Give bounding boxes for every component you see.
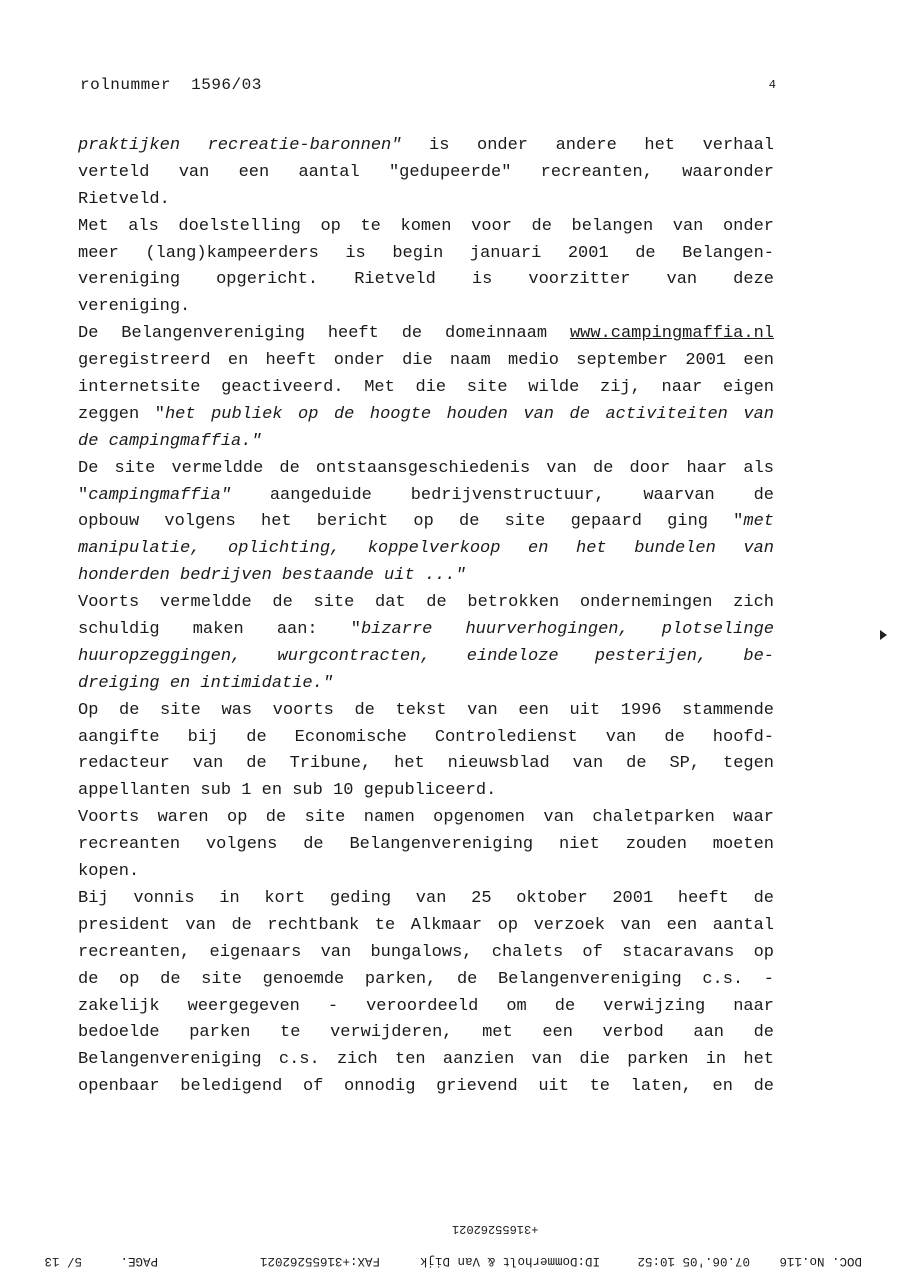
text-line bbox=[78, 483, 774, 510]
text-line bbox=[78, 751, 774, 778]
text-line bbox=[78, 294, 774, 321]
fax-doc-number: DOC. No.116 bbox=[779, 1254, 862, 1268]
url-link[interactable]: www.campingmaffia.nl bbox=[569, 324, 774, 344]
text-line bbox=[78, 348, 774, 375]
fax-datetime: 07.06.'05 10:52 bbox=[637, 1254, 750, 1268]
text-run: opbouw volgens het bericht op de site gepaard ging " bbox=[78, 512, 744, 532]
text-line bbox=[78, 671, 774, 698]
text-run: bizarre huurverhogingen, plotselinge bbox=[360, 620, 774, 640]
page-number: 4 bbox=[768, 78, 776, 92]
text-run: Op de site was voorts de tekst van een uit 1996 stammende bbox=[78, 700, 774, 720]
text-run: zakelijk weergegeven - veroordeeld om de verwijzing naar bbox=[78, 996, 774, 1016]
text-line bbox=[78, 617, 774, 644]
text-run: vereniging opgericht. Rietveld is voorzitter van deze bbox=[78, 270, 774, 290]
text-run: openbaar beledigend of onnodig grievend uit te laten, en de bbox=[78, 1077, 774, 1097]
text-run: aangifte bij de Economische Controledienst van de hoofd- bbox=[78, 727, 774, 747]
text-run: recreanten volgens de Belangenvereniging niet zouden moeten bbox=[78, 835, 774, 855]
text-run: aangeduide bedrijvenstructuur, waarvan de bbox=[231, 485, 774, 505]
text-run: meer (lang)kampeerders is begin januari 2001 de Belangen- bbox=[78, 243, 774, 263]
text-line bbox=[78, 698, 774, 725]
body-text bbox=[78, 133, 774, 1101]
text-run: internetsite geactiveerd. Met die site wilde zij, naar eigen bbox=[78, 378, 774, 398]
text-line bbox=[78, 160, 774, 187]
text-run: Voorts waren op de site namen opgenomen van chaletparken waar bbox=[78, 808, 774, 828]
text-run: verteld van een aantal "gedupeerde" recreanten, waaronder bbox=[78, 162, 774, 182]
text-run: De Belangenvereniging heeft de domeinnaam bbox=[78, 324, 570, 344]
text-run: Met als doelstelling op te komen voor de belangen van onder bbox=[78, 216, 774, 236]
text-line bbox=[78, 536, 774, 563]
text-run: geregistreerd en heeft onder die naam medio september 2001 een bbox=[78, 351, 774, 371]
text-line bbox=[78, 267, 774, 294]
text-run: zeggen " bbox=[78, 404, 165, 424]
fax-number: FAX:+31655262021 bbox=[259, 1254, 380, 1268]
text-line bbox=[78, 940, 774, 967]
text-run: dreiging en intimidatie." bbox=[78, 673, 334, 693]
text-run: schuldig maken aan: " bbox=[78, 620, 361, 640]
text-run: praktijken recreatie-baronnen" bbox=[78, 136, 402, 155]
text-line bbox=[78, 429, 774, 456]
text-run: recreanten, eigenaars van bungalows, chalets of stacaravans op bbox=[78, 942, 774, 962]
scan-marker-arrow-icon bbox=[880, 630, 887, 640]
text-run: vereniging. bbox=[78, 297, 191, 317]
text-line bbox=[78, 805, 774, 832]
roll-number: 1596/03 bbox=[191, 76, 262, 94]
text-line bbox=[78, 886, 774, 913]
text-line bbox=[78, 402, 774, 429]
text-run: de op de site genoemde parken, de Belangenvereniging c.s. - bbox=[78, 969, 774, 989]
text-run: met bbox=[743, 512, 774, 532]
page-header bbox=[80, 76, 780, 100]
fax-transmission-line bbox=[6, 1248, 862, 1268]
text-line bbox=[78, 913, 774, 940]
text-line bbox=[78, 832, 774, 859]
text-line bbox=[78, 1074, 774, 1101]
text-line bbox=[78, 214, 774, 241]
fax-number-rotated: +31655262021 bbox=[452, 1222, 539, 1236]
text-line bbox=[78, 994, 774, 1021]
text-run: de campingmaffia." bbox=[78, 431, 262, 451]
text-line bbox=[78, 1020, 774, 1047]
text-run: manipulatie, oplichting, koppelverkoop en het bundelen van bbox=[78, 539, 774, 559]
text-run: Rietveld. bbox=[78, 189, 170, 209]
text-line bbox=[78, 725, 774, 752]
text-run: Bij vonnis in kort geding van 25 oktober 2001 heeft de bbox=[78, 888, 774, 908]
text-line bbox=[78, 375, 774, 402]
text-run: appellanten sub 1 en sub 10 gepubliceerd. bbox=[78, 781, 497, 801]
text-run: De site vermeldde de ontstaansgeschiedenis van de door haar als bbox=[78, 458, 774, 478]
fax-pages-value: 5/ 13 bbox=[44, 1254, 82, 1268]
text-line bbox=[78, 187, 774, 214]
text-run: Belangenvereniging c.s. zich ten aanzien van die parken in het bbox=[78, 1050, 774, 1070]
text-line bbox=[78, 456, 774, 483]
text-line bbox=[78, 644, 774, 671]
text-run: president van de rechtbank te Alkmaar op verzoek van een aantal bbox=[78, 915, 774, 935]
text-line bbox=[78, 859, 774, 886]
text-line bbox=[78, 590, 774, 617]
text-run: redacteur van de Tribune, het nieuwsblad van de SP, tegen bbox=[78, 754, 774, 774]
text-run: het publiek op de hoogte houden van de activiteiten van bbox=[164, 404, 774, 424]
text-line bbox=[78, 967, 774, 994]
text-run: huuropzeggingen, wurgcontracten, eindeloze pesterijen, be- bbox=[78, 646, 774, 666]
text-run: bedoelde parken te verwijderen, met een verbod aan de bbox=[78, 1023, 774, 1043]
text-run: campingmaffia" bbox=[88, 485, 232, 505]
text-line bbox=[78, 133, 774, 160]
text-run: is onder andere het verhaal bbox=[401, 136, 774, 155]
text-run: honderden bedrijven bestaande uit ..." bbox=[78, 566, 466, 586]
text-line bbox=[78, 241, 774, 268]
text-run: " bbox=[78, 485, 89, 505]
roll-number-line bbox=[80, 76, 262, 94]
text-run: kopen. bbox=[78, 862, 140, 882]
roll-label: rolnummer bbox=[80, 76, 171, 94]
text-line bbox=[78, 321, 774, 348]
fax-pages-label: PAGE. bbox=[120, 1254, 158, 1268]
text-line bbox=[78, 1047, 774, 1074]
fax-sender-id: ID:Dommerholt & Van Dijk bbox=[419, 1254, 600, 1268]
text-line bbox=[78, 509, 774, 536]
text-line bbox=[78, 563, 774, 590]
text-run: Voorts vermeldde de site dat de betrokken ondernemingen zich bbox=[78, 593, 774, 613]
text-line bbox=[78, 778, 774, 805]
